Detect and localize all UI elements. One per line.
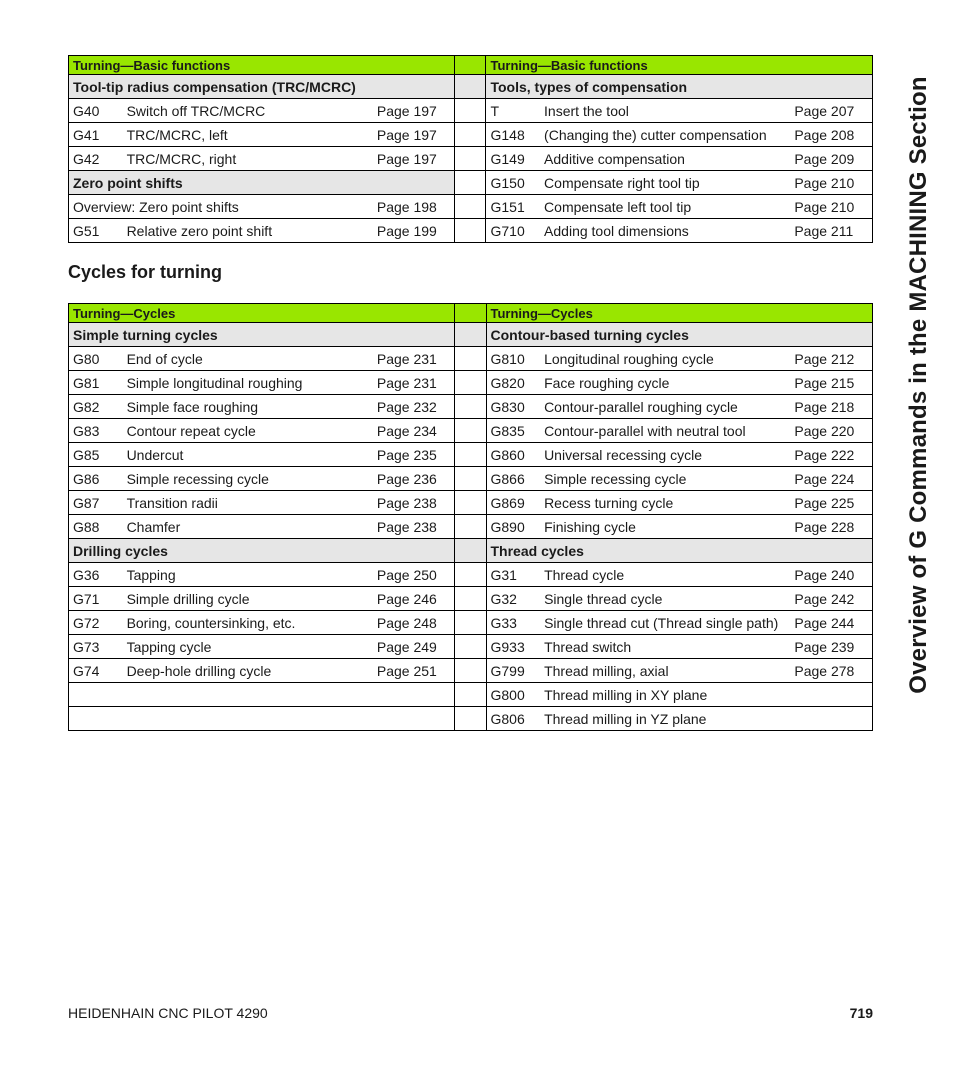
page-reference — [790, 683, 872, 707]
command-description: Recess turning cycle — [540, 491, 790, 515]
column-gap — [455, 123, 486, 147]
page-reference: Page 236 — [373, 467, 455, 491]
g-code: G860 — [486, 443, 540, 467]
command-description: Simple recessing cycle — [123, 467, 373, 491]
column-gap — [455, 171, 486, 195]
group-heading-left: Zero point shifts — [69, 171, 455, 195]
table-row — [69, 611, 873, 635]
footer-product-name: HEIDENHAIN CNC PILOT 4290 — [68, 1005, 268, 1021]
g-code: G32 — [486, 587, 540, 611]
column-gap — [455, 587, 486, 611]
g-code: G41 — [69, 123, 123, 147]
table-row — [69, 99, 873, 123]
column-gap — [455, 683, 486, 707]
command-description: Single thread cut (Thread single path) — [540, 611, 790, 635]
command-description: Boring, countersinking, etc. — [123, 611, 373, 635]
page-reference: Page 197 — [373, 147, 455, 171]
page-reference: Page 238 — [373, 491, 455, 515]
command-description: End of cycle — [123, 347, 373, 371]
command-description: Single thread cycle — [540, 587, 790, 611]
table-row — [69, 219, 873, 243]
column-gap — [455, 419, 486, 443]
table-row — [69, 659, 873, 683]
table-row — [69, 171, 873, 195]
command-description: Finishing cycle — [540, 515, 790, 539]
column-gap — [455, 99, 486, 123]
page-reference: Page 225 — [790, 491, 872, 515]
table-row — [69, 467, 873, 491]
group-heading-right: Contour-based turning cycles — [486, 323, 873, 347]
table-row — [69, 587, 873, 611]
command-description: Simple face roughing — [123, 395, 373, 419]
table-row — [69, 323, 873, 347]
table-row — [69, 515, 873, 539]
page-reference: Page 220 — [790, 419, 872, 443]
g-code: G149 — [486, 147, 540, 171]
page-reference: Page 222 — [790, 443, 872, 467]
page-reference: Page 231 — [373, 347, 455, 371]
page-reference: Page 218 — [790, 395, 872, 419]
table-row — [69, 491, 873, 515]
column-gap — [455, 539, 486, 563]
g-code: G148 — [486, 123, 540, 147]
g-code: G866 — [486, 467, 540, 491]
table-row — [69, 395, 873, 419]
g-code: G933 — [486, 635, 540, 659]
command-description: Thread switch — [540, 635, 790, 659]
command-description: Thread milling, axial — [540, 659, 790, 683]
page-reference: Page 210 — [790, 195, 872, 219]
column-gap — [455, 195, 486, 219]
section-sidebar-title: Overview of G Commands in the MACHINING Section — [905, 75, 932, 694]
column-gap — [455, 659, 486, 683]
group-heading-right: Tools, types of compensation — [486, 75, 873, 99]
page-reference: Page 208 — [790, 123, 872, 147]
page-reference: Page 197 — [373, 123, 455, 147]
table-header-left: Turning—Basic functions — [69, 56, 455, 75]
column-gap — [455, 147, 486, 171]
table-row — [69, 419, 873, 443]
command-description: Simple recessing cycle — [540, 467, 790, 491]
column-gap — [455, 563, 486, 587]
page-reference: Page 199 — [373, 219, 455, 243]
command-description: Overview: Zero point shifts — [69, 195, 373, 219]
g-code: G820 — [486, 371, 540, 395]
command-description: Compensate left tool tip — [540, 195, 790, 219]
command-description: (Changing the) cutter compensation — [540, 123, 790, 147]
g-code: G710 — [486, 219, 540, 243]
table-row — [69, 539, 873, 563]
page-reference: Page 197 — [373, 99, 455, 123]
table-row — [69, 123, 873, 147]
table-row — [69, 443, 873, 467]
command-description: Compensate right tool tip — [540, 171, 790, 195]
page-reference: Page 238 — [373, 515, 455, 539]
page-reference: Page 231 — [373, 371, 455, 395]
table-row — [69, 683, 873, 707]
table-header-right: Turning—Basic functions — [486, 56, 873, 75]
column-gap — [455, 219, 486, 243]
command-description: Adding tool dimensions — [540, 219, 790, 243]
command-description: Transition radii — [123, 491, 373, 515]
table-header-row — [69, 304, 873, 323]
g-code: G72 — [69, 611, 123, 635]
command-description: Chamfer — [123, 515, 373, 539]
column-gap — [455, 467, 486, 491]
column-gap — [455, 611, 486, 635]
g-code: G151 — [486, 195, 540, 219]
page-reference: Page 215 — [790, 371, 872, 395]
column-gap — [455, 347, 486, 371]
command-description: Thread cycle — [540, 563, 790, 587]
column-gap — [455, 491, 486, 515]
section-heading: Cycles for turning — [68, 262, 223, 282]
command-description: Tapping cycle — [123, 635, 373, 659]
table-row — [69, 75, 873, 99]
g-code: G150 — [486, 171, 540, 195]
g-code: G31 — [486, 563, 540, 587]
g-code: G80 — [69, 347, 123, 371]
command-description: Thread milling in XY plane — [540, 683, 790, 707]
command-description: TRC/MCRC, left — [123, 123, 373, 147]
g-code: G869 — [486, 491, 540, 515]
page-reference: Page 209 — [790, 147, 872, 171]
page-reference: Page 212 — [790, 347, 872, 371]
page-reference: Page 235 — [373, 443, 455, 467]
page-reference: Page 198 — [373, 195, 455, 219]
command-description: Deep-hole drilling cycle — [123, 659, 373, 683]
column-gap — [455, 395, 486, 419]
page-reference: Page 207 — [790, 99, 872, 123]
command-description: Relative zero point shift — [123, 219, 373, 243]
cycles-table — [68, 303, 873, 731]
column-gap — [455, 443, 486, 467]
page-reference: Page 278 — [790, 659, 872, 683]
basic-functions-table — [68, 55, 873, 243]
command-description: Contour repeat cycle — [123, 419, 373, 443]
page-reference: Page 210 — [790, 171, 872, 195]
g-code: G890 — [486, 515, 540, 539]
table-row — [69, 635, 873, 659]
command-description: Thread milling in YZ plane — [540, 707, 790, 731]
page-reference — [790, 707, 872, 731]
column-gap — [455, 635, 486, 659]
column-gap — [455, 515, 486, 539]
g-code: G81 — [69, 371, 123, 395]
page-reference: Page 240 — [790, 563, 872, 587]
g-code: G42 — [69, 147, 123, 171]
command-description: Tapping — [123, 563, 373, 587]
page-reference: Page 251 — [373, 659, 455, 683]
table-header-right: Turning—Cycles — [486, 304, 873, 323]
g-code: G36 — [69, 563, 123, 587]
command-description: Simple longitudinal roughing — [123, 371, 373, 395]
empty-cell — [69, 683, 455, 707]
g-code: G74 — [69, 659, 123, 683]
column-gap — [455, 304, 486, 323]
page-reference: Page 250 — [373, 563, 455, 587]
empty-cell — [69, 707, 455, 731]
g-code: T — [486, 99, 540, 123]
command-description: Undercut — [123, 443, 373, 467]
command-description: Contour-parallel roughing cycle — [540, 395, 790, 419]
page-reference: Page 242 — [790, 587, 872, 611]
g-code: G85 — [69, 443, 123, 467]
g-code: G40 — [69, 99, 123, 123]
g-code: G83 — [69, 419, 123, 443]
table-row — [69, 707, 873, 731]
column-gap — [455, 56, 486, 75]
command-description: Switch off TRC/MCRC — [123, 99, 373, 123]
g-code: G835 — [486, 419, 540, 443]
page-reference: Page 232 — [373, 395, 455, 419]
page-reference: Page 228 — [790, 515, 872, 539]
table-row — [69, 371, 873, 395]
group-heading-right: Thread cycles — [486, 539, 873, 563]
command-description: Longitudinal roughing cycle — [540, 347, 790, 371]
g-code: G800 — [486, 683, 540, 707]
group-heading-left: Simple turning cycles — [69, 323, 455, 347]
command-description: Insert the tool — [540, 99, 790, 123]
page-reference: Page 234 — [373, 419, 455, 443]
g-code: G51 — [69, 219, 123, 243]
table-row — [69, 147, 873, 171]
g-code: G87 — [69, 491, 123, 515]
column-gap — [455, 75, 486, 99]
page-reference: Page 246 — [373, 587, 455, 611]
group-heading-left: Drilling cycles — [69, 539, 455, 563]
command-description: TRC/MCRC, right — [123, 147, 373, 171]
group-heading-left: Tool-tip radius compensation (TRC/MCRC) — [69, 75, 455, 99]
command-description: Additive compensation — [540, 147, 790, 171]
table-row — [69, 563, 873, 587]
page-reference: Page 249 — [373, 635, 455, 659]
g-code: G830 — [486, 395, 540, 419]
page-reference: Page 224 — [790, 467, 872, 491]
g-code: G33 — [486, 611, 540, 635]
column-gap — [455, 323, 486, 347]
g-code: G82 — [69, 395, 123, 419]
g-code: G799 — [486, 659, 540, 683]
g-code: G810 — [486, 347, 540, 371]
command-description: Universal recessing cycle — [540, 443, 790, 467]
table-header-left: Turning—Cycles — [69, 304, 455, 323]
page-reference: Page 239 — [790, 635, 872, 659]
page-reference: Page 211 — [790, 219, 872, 243]
table-header-row — [69, 56, 873, 75]
page-reference: Page 244 — [790, 611, 872, 635]
g-code: G88 — [69, 515, 123, 539]
column-gap — [455, 707, 486, 731]
column-gap — [455, 371, 486, 395]
table-row — [69, 195, 873, 219]
command-description: Contour-parallel with neutral tool — [540, 419, 790, 443]
g-code: G806 — [486, 707, 540, 731]
g-code: G73 — [69, 635, 123, 659]
command-description: Simple drilling cycle — [123, 587, 373, 611]
command-description: Face roughing cycle — [540, 371, 790, 395]
table-row — [69, 347, 873, 371]
g-code: G86 — [69, 467, 123, 491]
page-reference: Page 248 — [373, 611, 455, 635]
footer-page-number: 719 — [849, 1005, 873, 1021]
g-code: G71 — [69, 587, 123, 611]
